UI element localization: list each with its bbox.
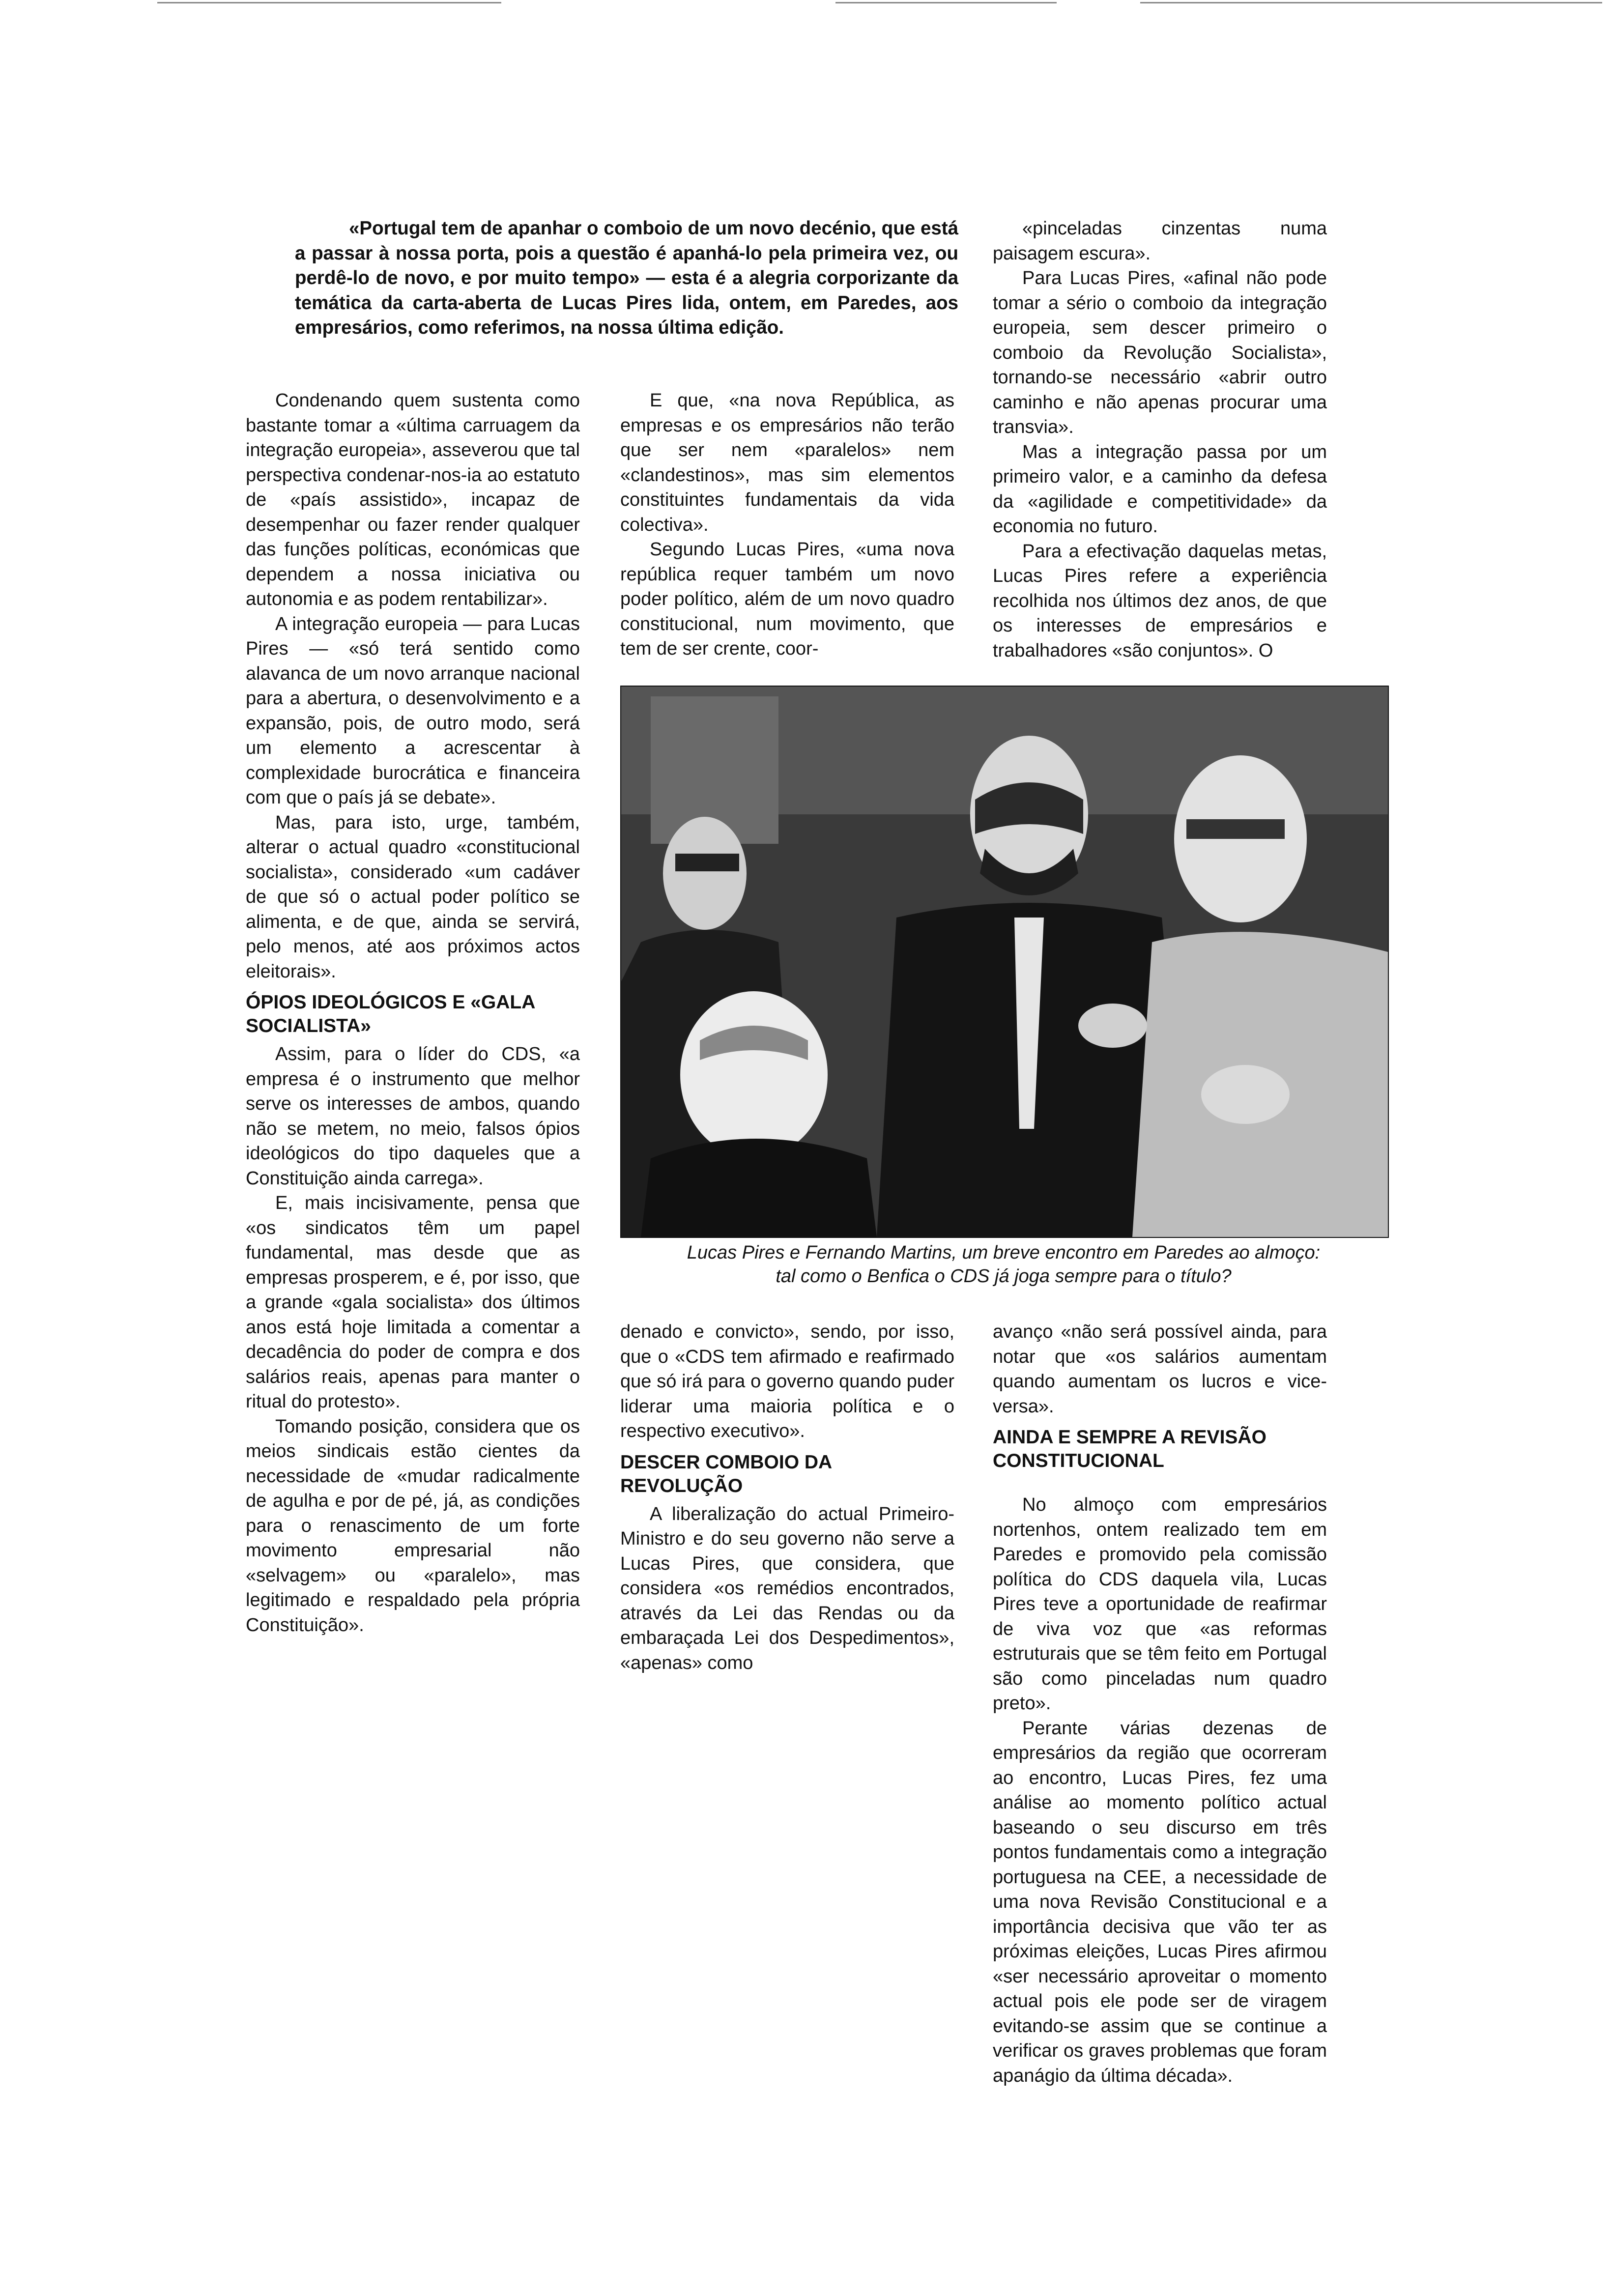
paragraph: A liberalização do actual Primeiro-Ministro e do seu governo não serve a Lucas Pires, que considera, que considera «os remédios encontrados, através da Lei das Rendas ou da embaraçada Lei dos Despedimentos», «apenas» como — [620, 1503, 954, 1673]
paragraph: Mas, para isto, urge, também, alterar o actual quadro «constitucional socialista», considerado «um cadáver de que só o actual poder político se alimenta, e de que, ainda se servirá, pelo menos, até aos próximos actos eleitorais». — [246, 812, 580, 982]
news-photo — [620, 686, 1389, 1238]
paragraph: avanço «não será possível ainda, para notar que «os salários aumentam quando aumentam os lucros e vice-versa». — [993, 1321, 1327, 1417]
paragraph: Mas a integração passa por um primeiro valor, e a caminho da defesa da «agilidade e competitividade» da economia no futuro. — [993, 441, 1327, 537]
paragraph: E, mais incisivamente, pensa que «os sindicatos têm um papel fundamental, mas desde que as empresas prosperem, e é, por isso, que a grande «gala socialista» dos últimos anos está hoje limitada a comentar a decadência do poder de compra e dos salários reais, apenas para manter o ritual do protesto». — [246, 1193, 580, 1412]
paragraph: denado e convicto», sendo, por isso, que o «CDS tem afirmado e reafirmado que só irá para o governo quando puder liderar uma maioria política e o respectivo executivo». — [620, 1321, 954, 1441]
caption-line: tal como o Benfica o CDS já joga sempre para o título? — [776, 1266, 1232, 1287]
paragraph: Condenando quem sustenta como bastante tomar a «última carruagem da integração europeia», asseverou que tal perspectiva condenar-nos-ia ao estatuto de «país assistido», incapaz de desempenhar ou fazer render qualquer das funções políticas, económicas que dependem a nossa iniciativa ou autonomia e as podem rentabilizar». — [246, 390, 580, 609]
section-heading: AINDA E SEMPRE A REVISÃO CONSTITUCIONAL — [993, 1427, 1267, 1471]
article-lede: «Portugal tem de apanhar o comboio de um novo decénio, que está a passar à nossa porta, pois a questão é apanhá-lo pela primeira vez, ou perdê-lo de novo, e por muito tempo» — esta é a alegria corporizante da temática da carta-aberta de Lucas Pires lida, ontem, em Paredes, aos empresários, como referimos, na nossa última edição. — [295, 218, 958, 338]
paragraph: E que, «na nova República, as empresas e os empresários não terão que ser nem «paralelos» nem «clandestinos», mas sim elementos constituintes fundamentais da vida colectiva». — [620, 390, 954, 535]
paragraph: A integração europeia — para Lucas Pires — «só terá sentido como alavanca de um novo arranque nacional para a abertura, o desenvolvimento e a expansão, pois, de outro modo, será um elemento a acrescentar à complexidade burocrática e financeira com que o país já se debate». — [246, 613, 580, 808]
paragraph: Segundo Lucas Pires, «uma nova república requer também um novo poder político, além de um novo quadro constitucional, num movimento, que tem de ser crente, coor- — [620, 539, 954, 659]
paragraph: Perante várias dezenas de empresários da região que ocorreram ao encontro, Lucas Pires, fez uma análise ao momento político actual baseando o seu discurso em três pontos fundamentais como a integração portuguesa na CEE, a necessidade de uma nova Revisão Constitucional e a importância decisiva que vão ter as próximas eleições, Lucas Pires afirmou «ser necessário aproveitar o momento actual pois ele pode ser de viragem evitando-se assim que se continue a verificar os graves problemas que foram apanágio da última década». — [993, 1718, 1327, 2086]
paragraph: Para a efectivação daquelas metas, Lucas Pires refere a experiência recolhida nos últimos dez anos, de que os interesses de empresários e trabalhadores «são conjuntos». O — [993, 541, 1327, 661]
column-3-top — [993, 216, 1327, 663]
paragraph: Assim, para o líder do CDS, «a empresa é o instrumento que melhor serve os interesses de ambos, quando não se metem, no meio, falsos ópios ideológicos do tipo daqueles que a Constituição ainda carrega». — [246, 1044, 580, 1189]
photo-caption — [620, 1241, 1387, 1288]
paragraph: No almoço com empresários nortenhos, ontem realizado tem em Paredes e promovido pela comissão política do CDS daquela vila, Lucas Pires teve a oportunidade de reafirmar de viva voz que «as reformas estruturais que se têm feito em Portugal são como pinceladas num quadro preto». — [993, 1494, 1327, 1714]
section-heading: ÓPIOS IDEOLÓGICOS E «GALA SOCIALISTA» — [246, 992, 535, 1036]
scan-edge-line — [835, 2, 1057, 3]
column-3-bottom — [993, 1320, 1327, 2088]
section-heading: DESCER COMBOIO DA REVOLUÇÃO — [620, 1451, 832, 1496]
paragraph: Tomando posição, considera que os meios sindicais estão cientes da necessidade de «mudar radicalmente de agulha e por de pé, já, as condições para o renascimento de um forte movimento empresarial não «selvagem» ou «paralelo», mas legitimado e respaldado pela própria Constituição». — [246, 1416, 580, 1636]
column-2-bottom — [620, 1320, 954, 1675]
caption-line: Lucas Pires e Fernando Martins, um breve encontro em Paredes ao almoço: — [687, 1242, 1321, 1263]
scan-edge-line — [1140, 2, 1602, 3]
column-2-top — [620, 388, 954, 661]
paragraph: «pinceladas cinzentas numa paisagem escura». — [993, 218, 1327, 264]
paragraph: Para Lucas Pires, «afinal não pode tomar a sério o comboio da integração europeia, sem descer primeiro o comboio da Revolução Socialista», tornando-se necessário «abrir outro caminho e não apenas procurar uma transvia». — [993, 268, 1327, 437]
scan-edge-line — [157, 2, 501, 3]
column-1 — [246, 388, 580, 1637]
